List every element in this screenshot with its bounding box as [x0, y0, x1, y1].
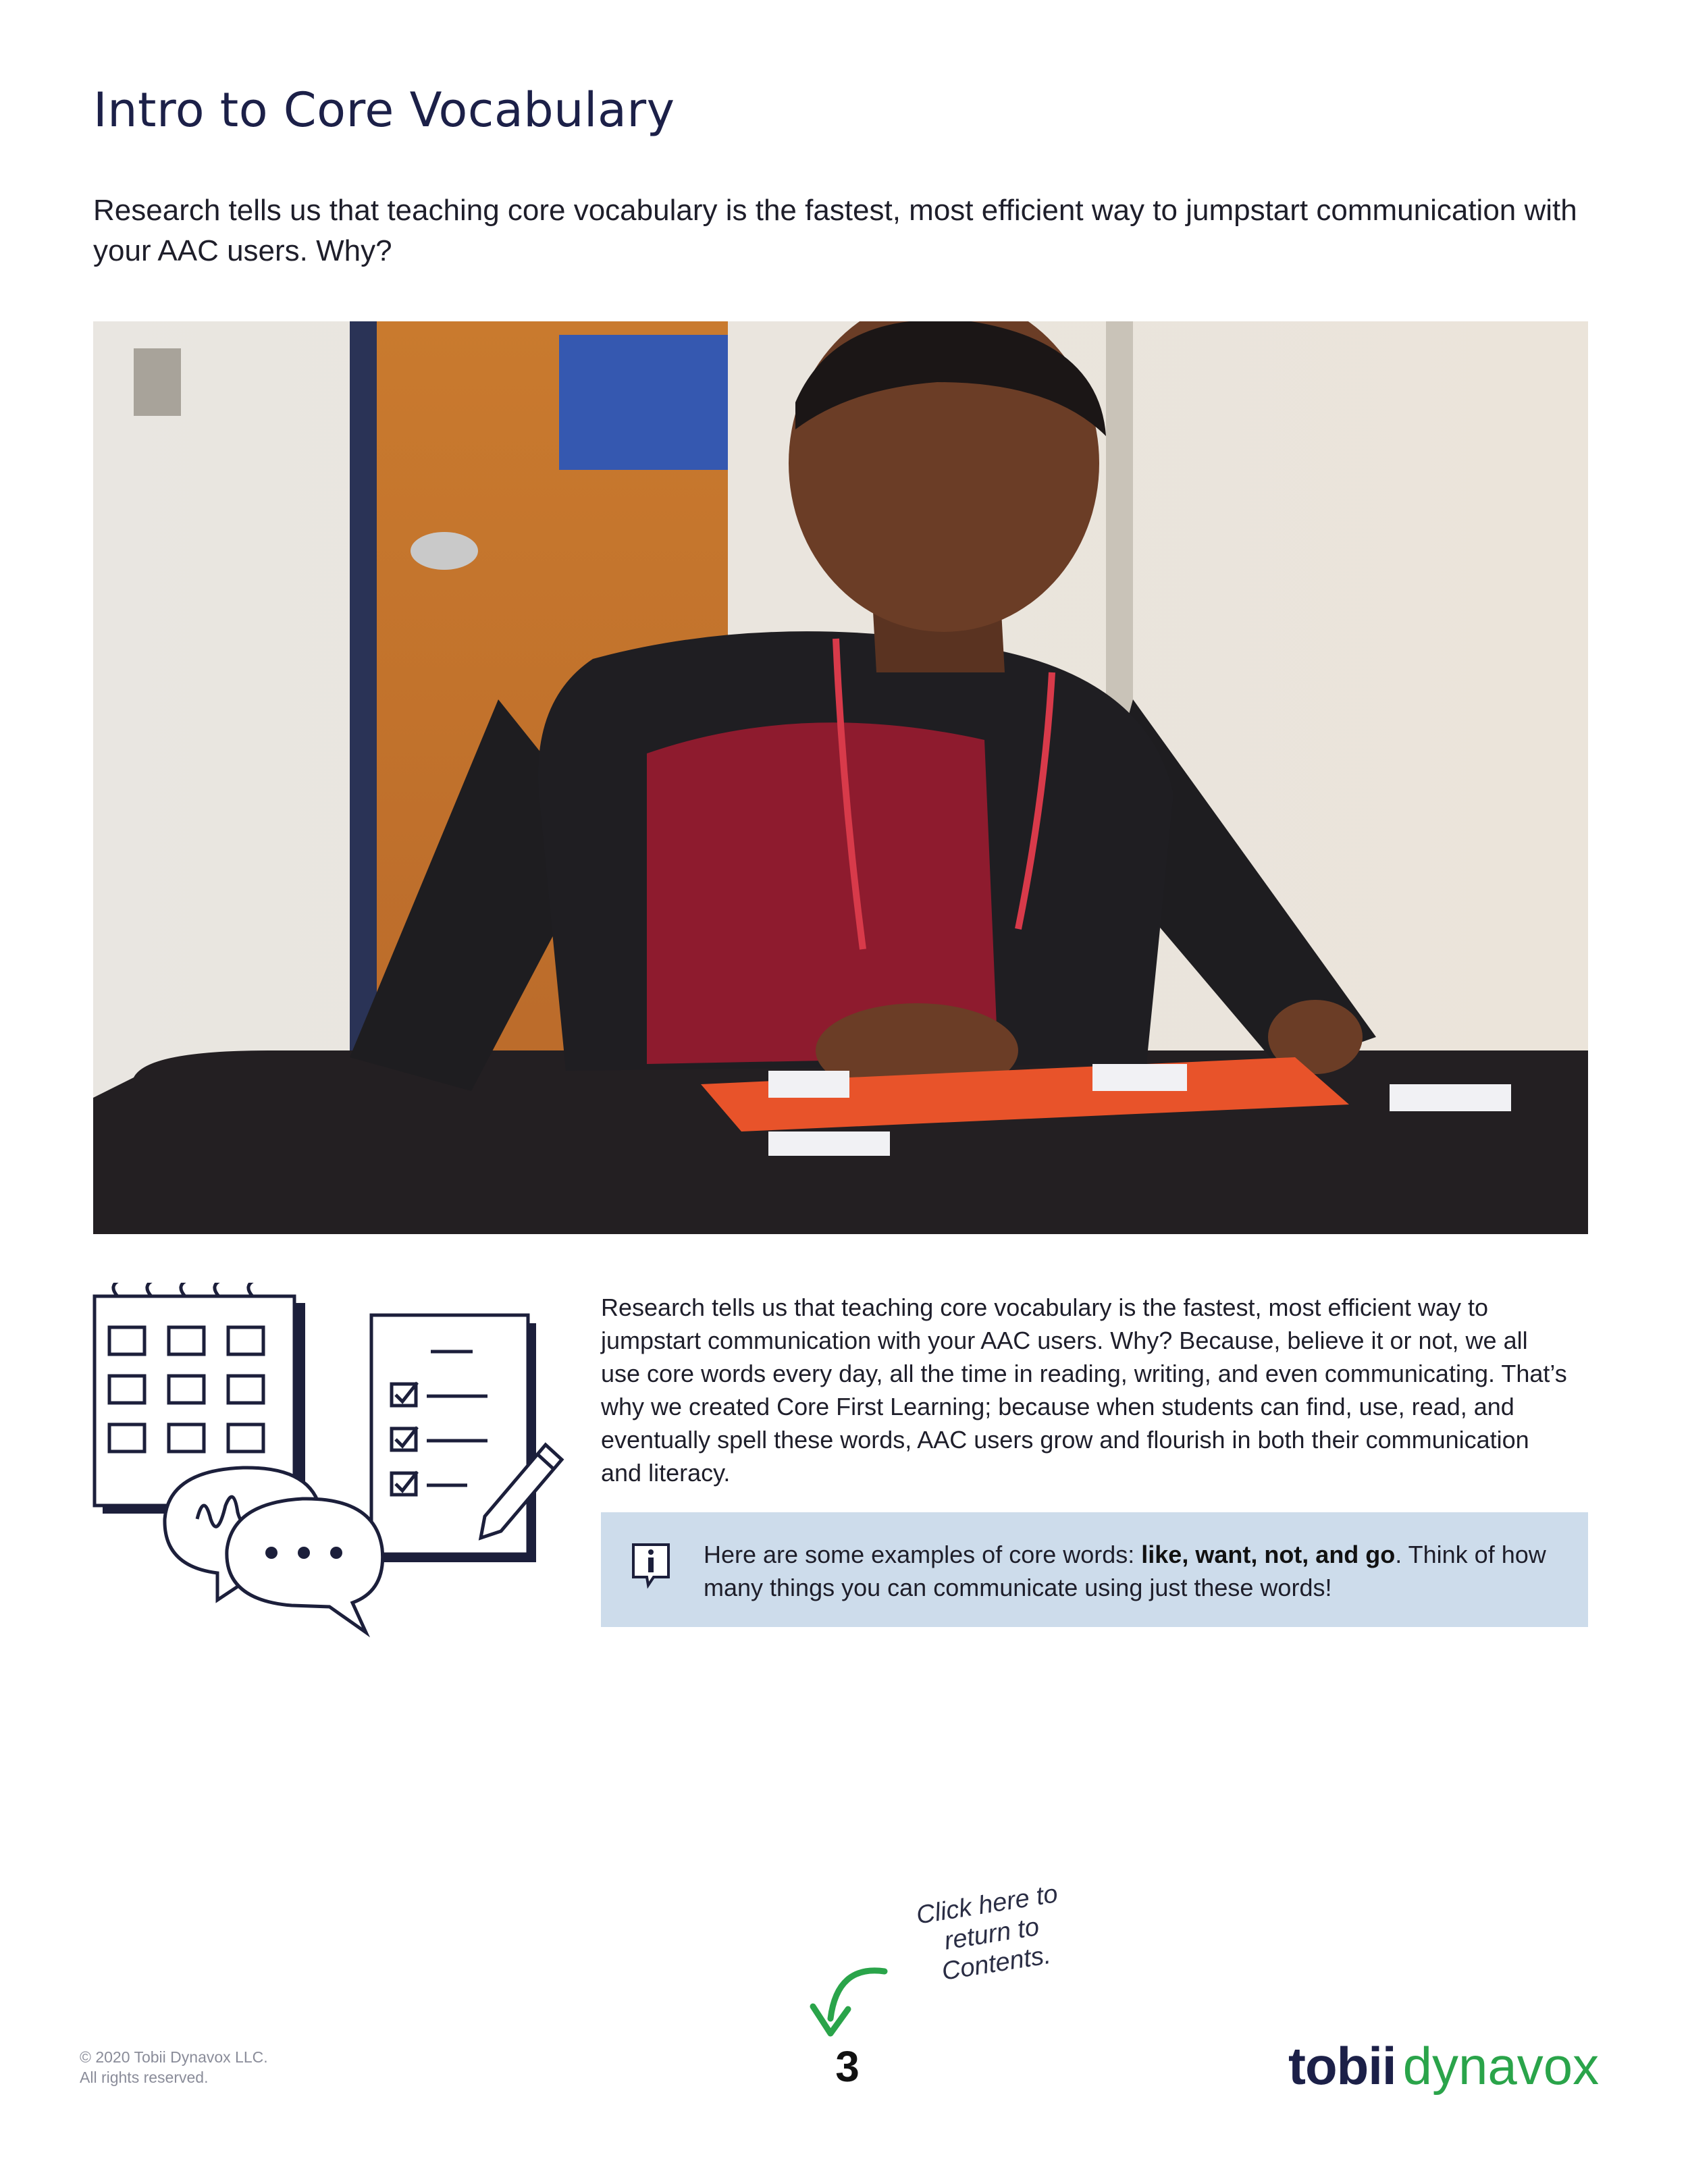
intro-paragraph: Research tells us that teaching core vocabulary is the fastest, most efficient way to jumpstart communication with your AAC users. Why? [93, 194, 1577, 267]
curved-arrow-icon[interactable] [803, 1958, 898, 2046]
info-callout [601, 1512, 1588, 1627]
logo-tobii: tobii [1288, 2036, 1396, 2096]
copyright [80, 2047, 268, 2087]
page-title: Intro to Core Vocabulary [93, 82, 675, 138]
copyright-line-1: © 2020 Tobii Dynavox LLC. [80, 2048, 268, 2066]
logo-dynavox: dynavox [1402, 2036, 1600, 2096]
checklist-icon [371, 1315, 562, 1562]
return-to-contents-text[interactable]: Click here to return to Contents. [914, 1880, 1060, 1986]
info-icon [631, 1542, 671, 1589]
student-photo [93, 321, 1588, 1234]
callout-text [704, 1538, 1554, 1604]
tobii-dynavox-logo [1288, 2032, 1600, 2100]
copyright-line-2: All rights reserved. [80, 2069, 209, 2086]
callout-suffix: . Think of how many things you can communicate using just these words! [704, 1541, 1546, 1601]
callout-prefix: Here are some examples of core words: [704, 1541, 1142, 1568]
callout-core-words: like, want, not, and go [1141, 1541, 1396, 1568]
core-vocabulary-illustration [89, 1283, 589, 1647]
page-number: 3 [835, 2042, 860, 2091]
typing-bubble-icon [227, 1499, 383, 1632]
return-to-contents-link[interactable] [803, 1880, 1087, 2059]
body-paragraph: Research tells us that teaching core vocabulary is the fastest, most efficient way to jumpstart communication with your AAC users. Why? Because, believe it or not, we all use core words every day, all the time in reading, writing, and even communicating. That’s why we created Core First Learning; because when students can find, use, read, and eventually spell these words, AAC users grow and flourish in both their communication and literacy. [601, 1294, 1567, 1487]
